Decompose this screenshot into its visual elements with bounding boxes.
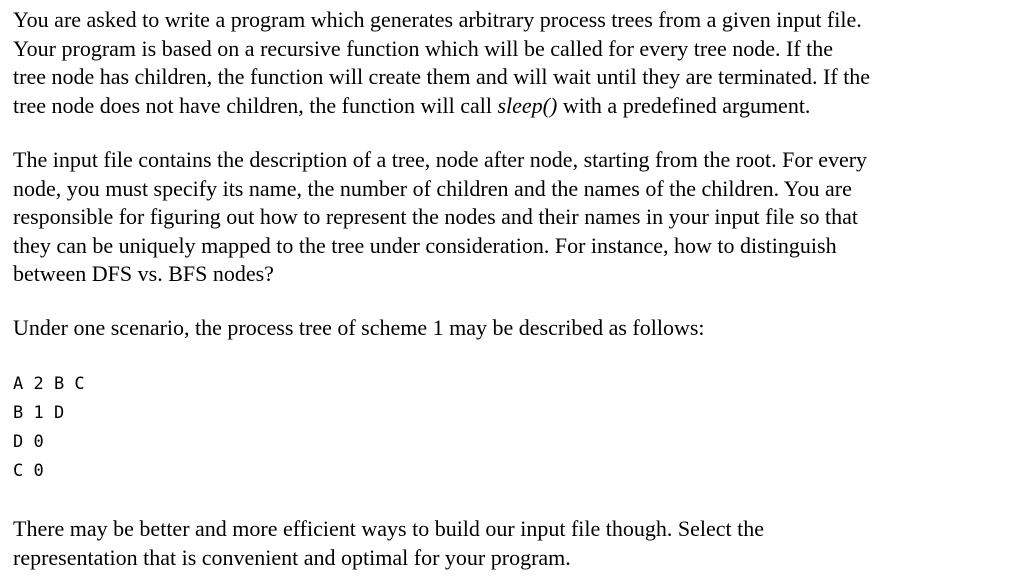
text-line: they can be uniquely mapped to the tree under consideration. For instance, how to distinguish bbox=[13, 232, 837, 258]
paragraph-scenario-intro bbox=[13, 314, 1018, 343]
text-line: Under one scenario, the process tree of scheme 1 may be described as follows: bbox=[13, 315, 705, 340]
text-line: tree node has children, the function will create them and will wait until they are terminated. If the bbox=[13, 64, 871, 90]
code-line: A 2 B C bbox=[13, 374, 85, 394]
sleep-function-name: sleep() bbox=[497, 92, 558, 118]
text-line bbox=[13, 92, 1018, 121]
paragraph-closing-note bbox=[13, 515, 1018, 572]
text-line: Your program is based on a recursive function which will be called for every tree node. If the bbox=[13, 35, 834, 61]
text-line: You are asked to write a program which generates arbitrary process trees from a given input file. bbox=[13, 7, 862, 32]
text-line: There may be better and more efficient ways to build our input file though. Select the bbox=[13, 516, 765, 541]
code-example-block bbox=[13, 370, 85, 486]
text-line: node, you must specify its name, the number of children and the names of the children. You are bbox=[13, 175, 852, 201]
code-line: D 0 bbox=[13, 432, 44, 452]
text-segment: tree node does not have children, the function will call bbox=[13, 92, 498, 118]
paragraph-input-file-description bbox=[13, 146, 1018, 289]
text-line: responsible for figuring out how to represent the nodes and their names in your input file so that bbox=[13, 204, 858, 230]
code-line: B 1 D bbox=[13, 403, 65, 423]
text-segment: with a predefined argument. bbox=[557, 92, 811, 118]
text-line: representation that is convenient and optimal for your program. bbox=[13, 544, 571, 570]
text-line: between DFS vs. BFS nodes? bbox=[13, 261, 274, 287]
paragraph-program-description bbox=[13, 6, 1018, 120]
text-line: The input file contains the description of a tree, node after node, starting from the root. For every bbox=[13, 147, 868, 172]
code-line: C 0 bbox=[13, 461, 44, 481]
